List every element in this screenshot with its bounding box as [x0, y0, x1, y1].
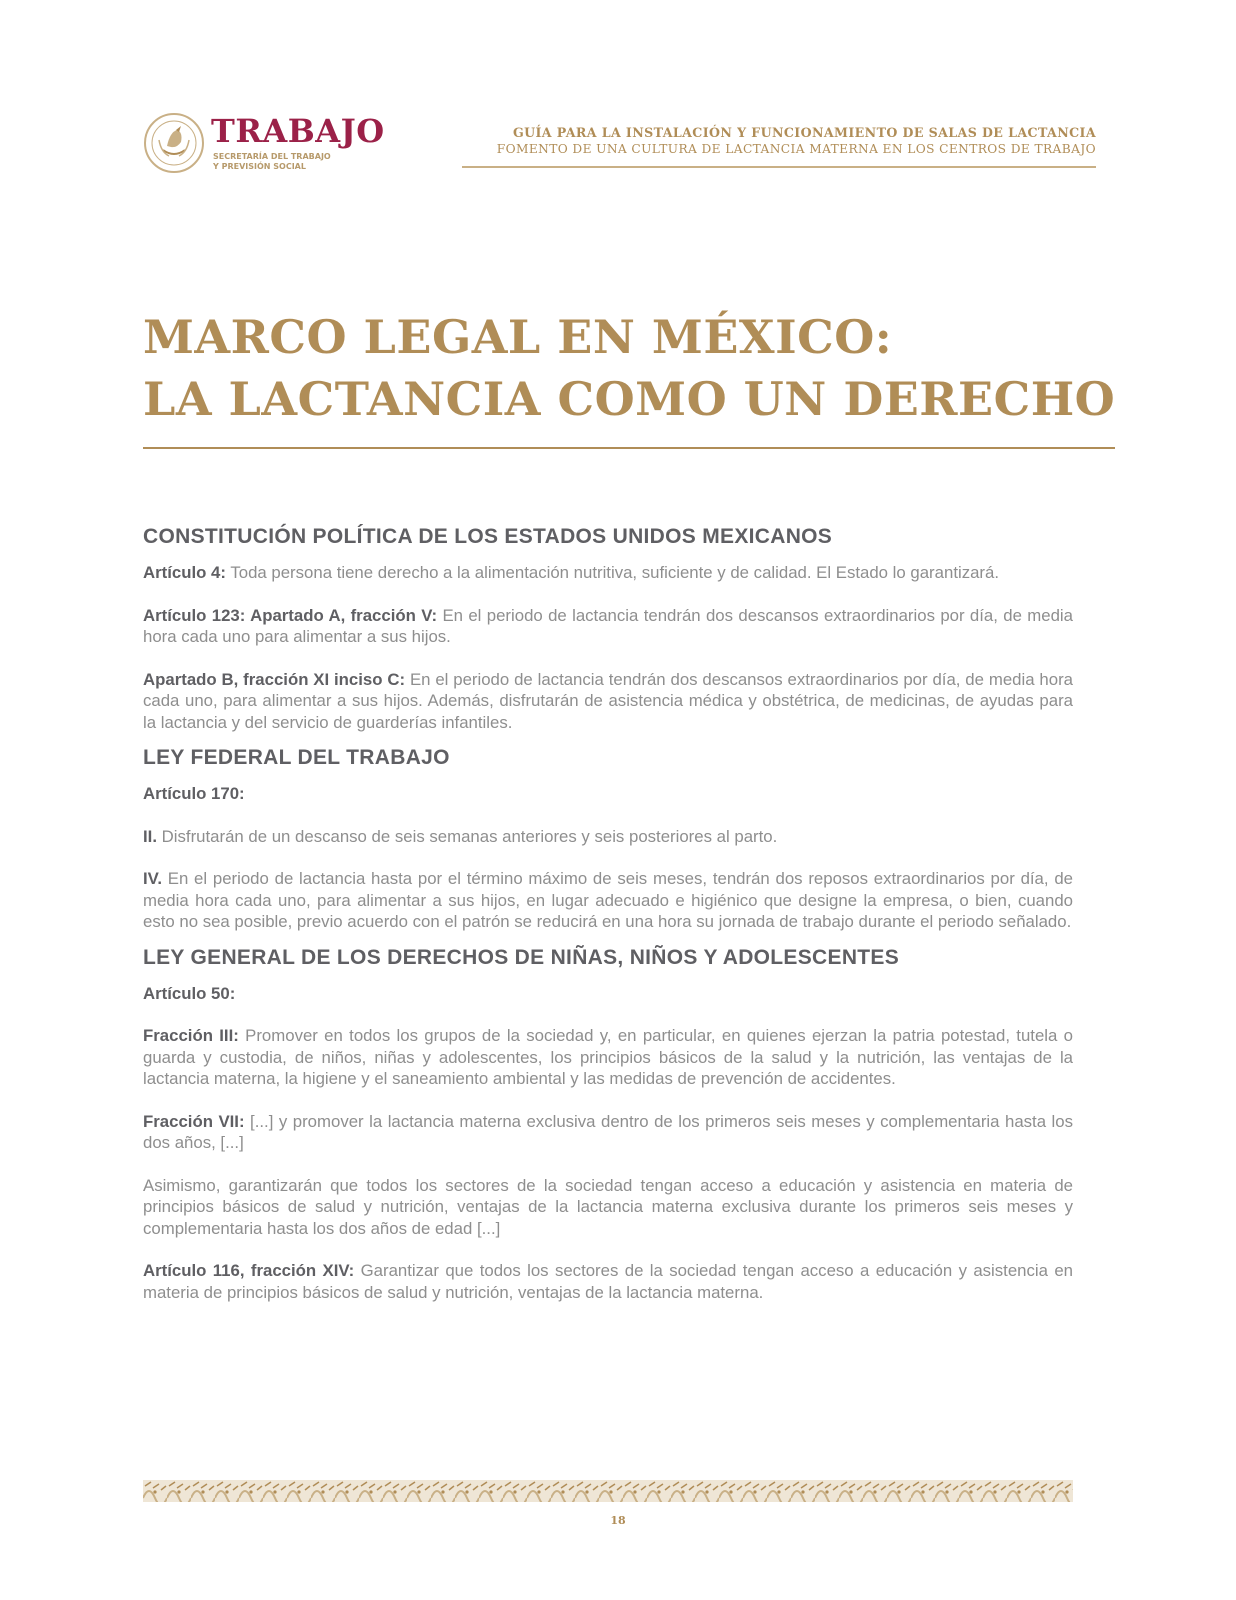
- article-text: Asimismo, garantizarán que todos los sectores de la sociedad tengan acceso a educación y asistencia en materia de principios básicos de salud y nutrición, ventajas de la lactancia materna exclusiva durante los primeros seis meses y complementaria hasta los dos años de edad [...]: [143, 1175, 1073, 1238]
- paragraph-apartado-b: [143, 669, 1073, 734]
- article-lead: Artículo 4:: [143, 563, 226, 582]
- article-lead: Artículo 123: Apartado A, fracción V:: [143, 605, 438, 625]
- article-lead: Fracción III:: [143, 1026, 239, 1045]
- secretaria-trabajo-logo: [143, 112, 403, 174]
- article-text: [...] y promover la lactancia materna exclusiva dentro de los primeros seis meses y complementaria hasta los dos años, [...]: [143, 1111, 1073, 1152]
- article-lead: Artículo 116, fracción XIV:: [143, 1261, 355, 1280]
- guide-subtitle: FOMENTO DE UNA CULTURA DE LACTANCIA MATERNA EN LOS CENTROS DE TRABAJO: [496, 142, 1096, 156]
- page-title-line2: LA LACTANCIA COMO UN DERECHO: [143, 372, 1116, 426]
- article-text: Garantizar que todos los sectores de la sociedad tengan acceso a educación y asistencia en materia de principios básicos de salud y nutrición, ventajas de la lactancia materna.: [143, 1261, 1073, 1302]
- article-text: En el periodo de lactancia hasta por el término máximo de seis meses, tendrán dos reposos extraordinarios por día, de media hora cada uno, para alimentar a sus hijos, en lugar adecuado e higiénico que designe la empresa, o bien, cuando esto no sea posible, previo acuerdo con el patrón se reducirá en una hora su jornada de trabajo durante el periodo señalado.: [143, 869, 1073, 931]
- guide-title: GUÍA PARA LA INSTALACIÓN Y FUNCIONAMIENTO DE SALAS DE LACTANCIA: [512, 125, 1096, 140]
- national-seal-icon: [143, 112, 205, 174]
- paragraph-articulo-4: [143, 562, 1073, 584]
- section-heading-lft: LEY FEDERAL DEL TRABAJO: [143, 746, 450, 769]
- logo-wordmark: TRABAJO: [211, 112, 385, 150]
- article-text: En el periodo de lactancia tendrán dos descansos extraordinarios por día, de media hora cada uno para alimentar a sus hijos.: [143, 605, 1073, 646]
- section-heading-constitucion: CONSTITUCIÓN POLÍTICA DE LOS ESTADOS UNIDOS MEXICANOS: [143, 525, 833, 548]
- paragraph-fraccion-iv: [143, 868, 1073, 933]
- title-divider: [143, 447, 1115, 449]
- paragraph-fraccion-ii: [143, 826, 1073, 848]
- logo-subtitle-line1: SECRETARÍA DEL TRABAJO: [213, 152, 331, 161]
- page-title: [143, 306, 1153, 430]
- logo-subtitle: [213, 152, 331, 172]
- running-header: [456, 124, 1096, 158]
- header-divider: [462, 166, 1096, 168]
- article-lead: Artículo 170:: [143, 784, 245, 803]
- article-lead: Fracción VII:: [143, 1111, 245, 1131]
- decorative-pattern-band: [143, 1480, 1073, 1502]
- article-lead: Apartado B, fracción XI inciso C:: [143, 669, 406, 689]
- article-text: Promover en todos los grupos de la sociedad y, en particular, en quienes ejerzan la patria potestad, tutela o guarda y custodia, de niños, niñas y adolescentes, los principios básicos de la salud y la nutrición, las ventajas de la lactancia materna, la higiene y el saneamiento ambiental y las medidas de prevención de accidentes.: [143, 1026, 1073, 1088]
- paragraph-asimismo: [143, 1175, 1073, 1240]
- paragraph-fraccion-iii: [143, 1025, 1073, 1090]
- paragraph-articulo-50: [143, 983, 1073, 1005]
- paragraph-articulo-170: [143, 783, 1073, 805]
- article-text: Disfrutarán de un descanso de seis semanas anteriores y seis posteriores al parto.: [157, 826, 778, 846]
- paragraph-articulo-123: [143, 605, 1073, 648]
- paragraph-articulo-116: [143, 1260, 1073, 1303]
- section-heading-lgdnna: LEY GENERAL DE LOS DERECHOS DE NIÑAS, NIÑOS Y ADOLESCENTES: [143, 945, 900, 969]
- paragraph-fraccion-vii: [143, 1111, 1073, 1154]
- page-number: 18: [610, 1514, 626, 1527]
- document-body: [143, 522, 1073, 1303]
- page-title-line1: MARCO LEGAL EN MÉXICO:: [143, 310, 893, 364]
- article-lead: II.: [143, 826, 157, 846]
- logo-subtitle-line2: Y PREVISIÓN SOCIAL: [213, 162, 306, 171]
- article-text: En el periodo de lactancia tendrán dos descansos extraordinarios por día, de media hora cada uno, para alimentar a sus hijos. Además, disfrutarán de asistencia médica y obstétrica, de medicinas, de ayudas para la lactancia y del servicio de guarderías infantiles.: [143, 669, 1073, 732]
- article-lead: IV.: [143, 869, 162, 888]
- article-lead: Artículo 50:: [143, 983, 236, 1003]
- article-text: Toda persona tiene derecho a la alimentación nutritiva, suficiente y de calidad. El Estado lo garantizará.: [225, 563, 1000, 582]
